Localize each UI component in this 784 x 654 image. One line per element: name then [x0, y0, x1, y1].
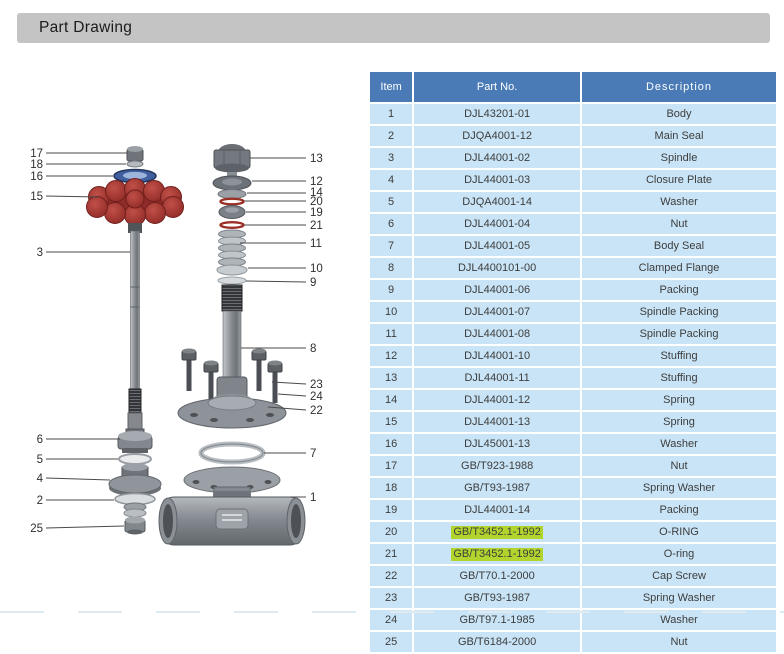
- part-no-cell: DJL44001-07: [414, 302, 580, 322]
- item-cell: 2: [370, 126, 412, 146]
- callout-17: 17: [30, 148, 43, 160]
- part-no-cell: DJQA4001-12: [414, 126, 580, 146]
- callout-9: 9: [310, 277, 317, 289]
- page-bottom-divider: [0, 611, 784, 613]
- description-cell: Clamped Flange: [582, 258, 776, 278]
- description-cell: Spring Washer: [582, 478, 776, 498]
- item-cell: 16: [370, 434, 412, 454]
- table-row: [370, 434, 776, 454]
- item-cell: 13: [370, 368, 412, 388]
- column-header-part-no: Part No.: [414, 72, 580, 102]
- part-no-cell: GB/T97.1-1985: [414, 610, 580, 630]
- description-cell: Washer: [582, 610, 776, 630]
- callout-16: 16: [30, 171, 43, 183]
- table-row: [370, 368, 776, 388]
- part-no-cell: GB/T93-1987: [414, 478, 580, 498]
- table-row: [370, 324, 776, 344]
- packing-nut-6: [118, 431, 152, 453]
- item-cell: 14: [370, 390, 412, 410]
- table-row: [370, 192, 776, 212]
- table-header-row: [370, 72, 776, 102]
- callout-25: 25: [30, 523, 43, 535]
- spindle-packing-10: [217, 265, 247, 275]
- table-row: [370, 566, 776, 586]
- callout-11: 11: [310, 238, 322, 250]
- table-row: [370, 522, 776, 542]
- description-cell: Washer: [582, 434, 776, 454]
- callout-20: 20: [310, 196, 323, 208]
- exploded-view-illustration: [10, 135, 360, 615]
- table-row: [370, 280, 776, 300]
- washer-5: [119, 454, 151, 464]
- description-cell: Spindle: [582, 148, 776, 168]
- table-row: [370, 346, 776, 366]
- handwheel-15: [87, 179, 184, 226]
- part-no-cell: GB/T70.1-2000: [414, 566, 580, 586]
- part-no-cell: [414, 544, 580, 564]
- item-cell: 11: [370, 324, 412, 344]
- description-cell: Nut: [582, 456, 776, 476]
- o-ring-20: [221, 199, 244, 205]
- stuffing-gland-12: [213, 176, 251, 190]
- item-cell: 23: [370, 588, 412, 608]
- table-row: [370, 302, 776, 322]
- description-cell: Spring: [582, 390, 776, 410]
- description-cell: Body Seal: [582, 236, 776, 256]
- part-no-cell: DJL44001-06: [414, 280, 580, 300]
- part-no-cell: DJL44001-13: [414, 412, 580, 432]
- callout-19: 19: [310, 207, 323, 219]
- item-cell: 5: [370, 192, 412, 212]
- table-row: [370, 236, 776, 256]
- description-cell: Spring Washer: [582, 588, 776, 608]
- table-row: [370, 104, 776, 124]
- item-cell: 22: [370, 566, 412, 586]
- table-row: [370, 126, 776, 146]
- column-header-item: Item: [370, 72, 412, 102]
- cap-nut-13: [214, 144, 250, 178]
- item-cell: 24: [370, 610, 412, 630]
- spindle-3: [126, 223, 144, 435]
- spring-14: [218, 190, 246, 199]
- item-cell: 6: [370, 214, 412, 234]
- column-header-description: Description: [582, 72, 776, 102]
- body-seal-7: [201, 444, 263, 462]
- description-cell: Packing: [582, 500, 776, 520]
- description-cell: Body: [582, 104, 776, 124]
- callout-12: 12: [310, 176, 323, 188]
- item-cell: 15: [370, 412, 412, 432]
- part-no-cell: DJL44001-04: [414, 214, 580, 234]
- nut-25: [125, 517, 145, 535]
- item-cell: 18: [370, 478, 412, 498]
- part-no-cell: DJL4400101-00: [414, 258, 580, 278]
- part-no-cell: DJQA4001-14: [414, 192, 580, 212]
- item-cell: 9: [370, 280, 412, 300]
- description-cell: Packing: [582, 280, 776, 300]
- description-cell: Washer: [582, 192, 776, 212]
- table-row: [370, 500, 776, 520]
- table-row: [370, 544, 776, 564]
- part-no-cell: DJL44001-11: [414, 368, 580, 388]
- parts-table: [368, 70, 778, 654]
- packing-washer-9: [218, 277, 246, 284]
- part-no-cell: DJL43201-01: [414, 104, 580, 124]
- item-cell: 21: [370, 544, 412, 564]
- part-drawing: [10, 135, 360, 615]
- o-ring-21: [221, 222, 244, 228]
- part-no-cell: GB/T6184-2000: [414, 632, 580, 652]
- page-title: Part Drawing: [39, 19, 133, 36]
- description-cell: Spring: [582, 412, 776, 432]
- callout-8: 8: [310, 343, 317, 355]
- item-cell: 10: [370, 302, 412, 322]
- callout-22: 22: [310, 405, 323, 417]
- item-cell: 25: [370, 632, 412, 652]
- table-row: [370, 170, 776, 190]
- description-cell: Stuffing: [582, 368, 776, 388]
- spring-washer-18: [127, 161, 143, 167]
- description-cell: O-ring: [582, 544, 776, 564]
- item-cell: 8: [370, 258, 412, 278]
- table-row: [370, 214, 776, 234]
- callout-15: 15: [30, 191, 43, 203]
- main-seal-2: [115, 494, 155, 518]
- callout-2: 2: [36, 495, 43, 507]
- table-row: [370, 588, 776, 608]
- part-no-cell: GB/T923-1988: [414, 456, 580, 476]
- callout-7: 7: [310, 448, 317, 460]
- valve-body-1: [159, 467, 305, 545]
- table-row: [370, 610, 776, 630]
- item-cell: 7: [370, 236, 412, 256]
- closure-plate-4: [109, 463, 161, 496]
- table-row: [370, 456, 776, 476]
- description-cell: Spindle Packing: [582, 302, 776, 322]
- callout-labels-left: [30, 148, 43, 535]
- part-no-cell: DJL45001-13: [414, 434, 580, 454]
- item-cell: 12: [370, 346, 412, 366]
- clamped-flange-8: [212, 285, 252, 406]
- table-row: [370, 148, 776, 168]
- item-cell: 19: [370, 500, 412, 520]
- part-no-cell: DJL44001-02: [414, 148, 580, 168]
- item-cell: 17: [370, 456, 412, 476]
- description-cell: Stuffing: [582, 346, 776, 366]
- table-row: [370, 412, 776, 432]
- description-cell: Closure Plate: [582, 170, 776, 190]
- nut-17: [127, 146, 143, 161]
- item-cell: 1: [370, 104, 412, 124]
- part-no-cell: DJL44001-12: [414, 390, 580, 410]
- callout-21: 21: [310, 220, 323, 232]
- description-cell: O-RING: [582, 522, 776, 542]
- callout-24: 24: [310, 391, 323, 403]
- description-cell: Spindle Packing: [582, 324, 776, 344]
- table-row: [370, 258, 776, 278]
- part-no-cell: DJL44001-08: [414, 324, 580, 344]
- table-row: [370, 390, 776, 410]
- callout-10: 10: [310, 263, 323, 275]
- spring-stack-11: [219, 230, 246, 266]
- item-cell: 3: [370, 148, 412, 168]
- part-no-cell: DJL44001-10: [414, 346, 580, 366]
- page-title-bar: [17, 13, 770, 43]
- part-no-cell: DJL44001-03: [414, 170, 580, 190]
- item-cell: 20: [370, 522, 412, 542]
- table-row: [370, 632, 776, 652]
- callout-5: 5: [36, 454, 43, 466]
- table-row: [370, 478, 776, 498]
- highlighted-part-no: GB/T3452.1-1992: [453, 525, 541, 538]
- item-cell: 4: [370, 170, 412, 190]
- part-no-cell: GB/T93-1987: [414, 588, 580, 608]
- callout-4: 4: [36, 473, 43, 485]
- callout-1: 1: [310, 492, 317, 504]
- description-cell: Nut: [582, 214, 776, 234]
- part-no-cell: DJL44001-14: [414, 500, 580, 520]
- callout-labels-right: [310, 153, 323, 504]
- callout-3: 3: [36, 247, 43, 259]
- description-cell: Cap Screw: [582, 566, 776, 586]
- part-no-cell: DJL44001-05: [414, 236, 580, 256]
- callout-13: 13: [310, 153, 323, 165]
- description-cell: Nut: [582, 632, 776, 652]
- callout-6: 6: [36, 434, 43, 446]
- packing-19: [219, 206, 245, 219]
- description-cell: Main Seal: [582, 126, 776, 146]
- bonnet-flange: [178, 396, 286, 428]
- callout-14: 14: [310, 187, 323, 199]
- callout-23: 23: [310, 379, 323, 391]
- part-no-cell: [414, 522, 580, 542]
- highlighted-part-no: GB/T3452.1-1992: [453, 547, 541, 560]
- callout-18: 18: [30, 159, 43, 171]
